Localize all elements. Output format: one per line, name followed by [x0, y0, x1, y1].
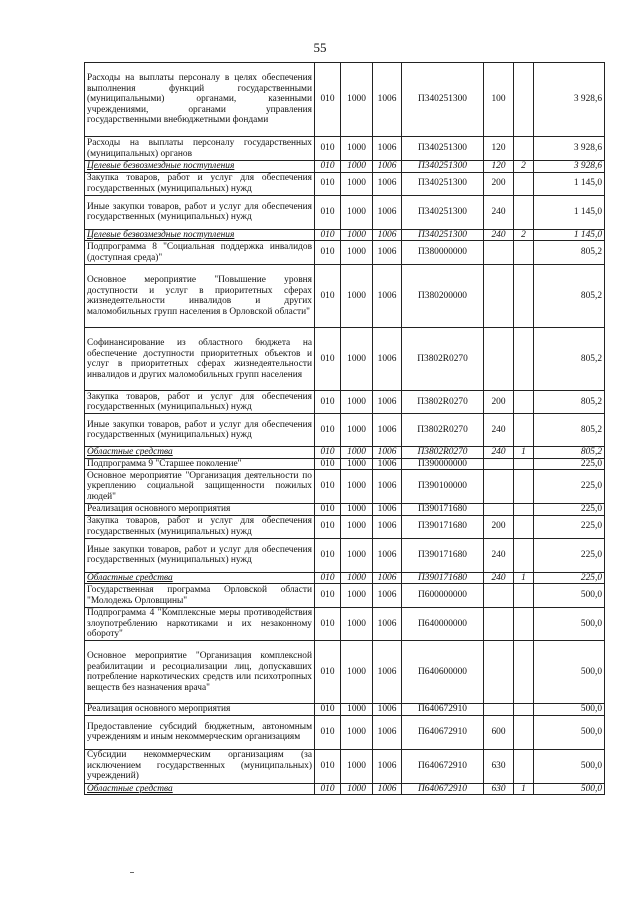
row-source-code — [514, 608, 534, 641]
row-source-code — [514, 458, 534, 470]
row-source-code — [514, 641, 534, 704]
row-source-code — [514, 241, 534, 265]
row-section-code: 1000 — [341, 328, 373, 391]
row-source-code — [514, 391, 534, 414]
row-target-article-code: П3802R0270 — [402, 391, 484, 414]
row-name: Основное мероприятие "Организация деятельности по укреплению социальной защищенности пожилых людей" — [85, 470, 315, 504]
row-expense-type-code: 120 — [484, 137, 514, 161]
row-subsection-code: 1006 — [373, 172, 402, 195]
row-amount: 805,2 — [534, 241, 605, 265]
row-amount: 500,0 — [534, 749, 605, 783]
row-source-code — [514, 538, 534, 572]
table-row — [85, 641, 605, 704]
row-name: Целевые безвозмездные поступления — [85, 161, 315, 173]
row-section-code: 1000 — [341, 137, 373, 161]
row-section-code: 1000 — [341, 572, 373, 584]
row-source-code — [514, 584, 534, 608]
row-expense-type-code — [484, 584, 514, 608]
row-source-code — [514, 195, 534, 229]
row-expense-type-code: 630 — [484, 749, 514, 783]
table-row — [85, 584, 605, 608]
row-source-code: 2 — [514, 229, 534, 241]
table-row — [85, 328, 605, 391]
row-expense-type-code — [484, 328, 514, 391]
page-number: 55 — [313, 40, 327, 55]
row-amount: 225,0 — [534, 538, 605, 572]
row-grbs-code: 010 — [315, 229, 341, 241]
row-section-code: 1000 — [341, 515, 373, 538]
row-source-code — [514, 63, 534, 137]
row-subsection-code: 1006 — [373, 584, 402, 608]
row-name: Закупка товаров, работ и услуг для обеспечения государственных (муниципальных) нужд — [85, 391, 315, 414]
row-target-article-code: П390171680 — [402, 538, 484, 572]
row-target-article-code: П640672910 — [402, 704, 484, 716]
row-source-code — [514, 470, 534, 504]
row-expense-type-code: 630 — [484, 783, 514, 795]
row-source-code: 1 — [514, 447, 534, 459]
row-target-article-code: П3802R0270 — [402, 414, 484, 447]
row-grbs-code: 010 — [315, 538, 341, 572]
row-grbs-code: 010 — [315, 195, 341, 229]
row-subsection-code: 1006 — [373, 749, 402, 783]
row-amount: 225,0 — [534, 470, 605, 504]
table-row — [85, 715, 605, 749]
row-source-code: 2 — [514, 161, 534, 173]
row-source-code — [514, 704, 534, 716]
row-section-code: 1000 — [341, 458, 373, 470]
row-expense-type-code: 200 — [484, 515, 514, 538]
row-section-code: 1000 — [341, 608, 373, 641]
row-name: Иные закупки товаров, работ и услуг для обеспечения государственных (муниципальных) нужд — [85, 538, 315, 572]
row-expense-type-code — [484, 265, 514, 328]
row-section-code: 1000 — [341, 229, 373, 241]
row-subsection-code: 1006 — [373, 229, 402, 241]
row-grbs-code: 010 — [315, 391, 341, 414]
row-name: Субсидии некоммерческим организациям (за исключением государственных (муниципальных) учреждений) — [85, 749, 315, 783]
row-amount: 3 928,6 — [534, 63, 605, 137]
row-grbs-code: 010 — [315, 414, 341, 447]
row-subsection-code: 1006 — [373, 641, 402, 704]
row-source-code — [514, 749, 534, 783]
row-section-code: 1000 — [341, 172, 373, 195]
row-name: Расходы на выплаты персоналу государственных (муниципальных) органов — [85, 137, 315, 161]
row-target-article-code: П380000000 — [402, 241, 484, 265]
row-amount: 805,2 — [534, 391, 605, 414]
row-grbs-code: 010 — [315, 137, 341, 161]
table-row — [85, 161, 605, 173]
row-name: Предоставление субсидий бюджетным, автономным учреждениям и иным некоммерческим организациям — [85, 715, 315, 749]
row-section-code: 1000 — [341, 195, 373, 229]
table-row — [85, 172, 605, 195]
row-source-code — [514, 515, 534, 538]
scan-mark — [130, 872, 134, 873]
row-subsection-code: 1006 — [373, 715, 402, 749]
row-target-article-code: П390171680 — [402, 572, 484, 584]
row-name: Целевые безвозмездные поступления — [85, 229, 315, 241]
row-amount: 225,0 — [534, 572, 605, 584]
row-subsection-code: 1006 — [373, 704, 402, 716]
table-row — [85, 470, 605, 504]
row-amount: 1 145,0 — [534, 229, 605, 241]
table-row — [85, 195, 605, 229]
row-expense-type-code: 240 — [484, 414, 514, 447]
row-target-article-code: П640000000 — [402, 608, 484, 641]
row-name: Реализация основного мероприятия — [85, 504, 315, 516]
row-source-code: 1 — [514, 783, 534, 795]
table-row — [85, 572, 605, 584]
table-row — [85, 783, 605, 795]
row-grbs-code: 010 — [315, 161, 341, 173]
row-section-code: 1000 — [341, 447, 373, 459]
row-name: Софинансирование из областного бюджета на обеспечение доступности приоритетных объектов и услуг в приоритетных сферах жизнедеятельности инвалидов и других маломобильных групп населения — [85, 328, 315, 391]
row-name: Областные средства — [85, 447, 315, 459]
row-section-code: 1000 — [341, 704, 373, 716]
row-amount: 805,2 — [534, 265, 605, 328]
row-subsection-code: 1006 — [373, 195, 402, 229]
row-section-code: 1000 — [341, 414, 373, 447]
budget-table-body — [85, 63, 605, 795]
row-name: Подпрограмма 8 "Социальная поддержка инвалидов (доступная среда)" — [85, 241, 315, 265]
row-expense-type-code — [484, 641, 514, 704]
table-row — [85, 137, 605, 161]
table-row — [85, 391, 605, 414]
row-subsection-code: 1006 — [373, 63, 402, 137]
table-row — [85, 749, 605, 783]
row-amount: 500,0 — [534, 783, 605, 795]
row-expense-type-code — [484, 504, 514, 516]
row-section-code: 1000 — [341, 470, 373, 504]
table-row — [85, 447, 605, 459]
row-expense-type-code: 200 — [484, 172, 514, 195]
row-target-article-code: П340251300 — [402, 195, 484, 229]
table-row — [85, 504, 605, 516]
row-target-article-code: П390000000 — [402, 458, 484, 470]
row-grbs-code: 010 — [315, 265, 341, 328]
row-amount: 3 928,6 — [534, 161, 605, 173]
table-row — [85, 458, 605, 470]
table-row — [85, 63, 605, 137]
row-target-article-code: П390171680 — [402, 504, 484, 516]
row-amount: 1 145,0 — [534, 195, 605, 229]
row-expense-type-code: 240 — [484, 572, 514, 584]
table-row — [85, 229, 605, 241]
row-target-article-code: П340251300 — [402, 172, 484, 195]
row-subsection-code: 1006 — [373, 161, 402, 173]
row-expense-type-code: 120 — [484, 161, 514, 173]
row-name: Закупка товаров, работ и услуг для обеспечения государственных (муниципальных) нужд — [85, 515, 315, 538]
row-name: Государственная программа Орловской области "Молодежь Орловщины" — [85, 584, 315, 608]
row-name: Реализация основного мероприятия — [85, 704, 315, 716]
row-subsection-code: 1006 — [373, 572, 402, 584]
row-source-code — [514, 504, 534, 516]
row-target-article-code: П600000000 — [402, 584, 484, 608]
row-grbs-code: 010 — [315, 458, 341, 470]
row-subsection-code: 1006 — [373, 504, 402, 516]
row-subsection-code: 1006 — [373, 783, 402, 795]
row-grbs-code: 010 — [315, 504, 341, 516]
row-grbs-code: 010 — [315, 470, 341, 504]
row-source-code — [514, 265, 534, 328]
row-source-code — [514, 328, 534, 391]
row-expense-type-code: 200 — [484, 391, 514, 414]
row-target-article-code: П340251300 — [402, 161, 484, 173]
row-subsection-code: 1006 — [373, 470, 402, 504]
table-row — [85, 414, 605, 447]
table-row — [85, 265, 605, 328]
row-section-code: 1000 — [341, 783, 373, 795]
row-target-article-code: П380200000 — [402, 265, 484, 328]
row-amount: 500,0 — [534, 641, 605, 704]
row-grbs-code: 010 — [315, 641, 341, 704]
row-name: Подпрограмма 9 "Старшее поколение" — [85, 458, 315, 470]
row-grbs-code: 010 — [315, 783, 341, 795]
row-amount: 500,0 — [534, 608, 605, 641]
table-row — [85, 241, 605, 265]
row-expense-type-code — [484, 608, 514, 641]
row-name: Областные средства — [85, 783, 315, 795]
row-amount: 225,0 — [534, 504, 605, 516]
table-row — [85, 538, 605, 572]
row-target-article-code: П640672910 — [402, 783, 484, 795]
row-source-code — [514, 172, 534, 195]
row-amount: 1 145,0 — [534, 172, 605, 195]
row-target-article-code: П340251300 — [402, 63, 484, 137]
row-target-article-code: П3802R0270 — [402, 328, 484, 391]
row-subsection-code: 1006 — [373, 458, 402, 470]
row-name: Подпрограмма 4 "Комплексные меры противодействия злоупотреблению наркотиками и их незаконному обороту" — [85, 608, 315, 641]
row-amount: 805,2 — [534, 447, 605, 459]
row-grbs-code: 010 — [315, 572, 341, 584]
row-amount: 805,2 — [534, 414, 605, 447]
row-subsection-code: 1006 — [373, 608, 402, 641]
row-name: Основное мероприятие "Повышение уровня доступности и услуг в приоритетных сферах жизнедеятельности инвалидов и других маломобильных групп населения в Орловской области" — [85, 265, 315, 328]
row-expense-type-code: 240 — [484, 538, 514, 572]
row-name: Закупка товаров, работ и услуг для обеспечения государственных (муниципальных) нужд — [85, 172, 315, 195]
row-source-code — [514, 414, 534, 447]
row-name: Основное мероприятие "Организация комплексной реабилитации и ресоциализации лиц, допускавших потребление наркотических средств или психотропных веществ без назначения врача" — [85, 641, 315, 704]
row-section-code: 1000 — [341, 715, 373, 749]
row-section-code: 1000 — [341, 161, 373, 173]
budget-table — [84, 62, 605, 795]
row-expense-type-code: 240 — [484, 195, 514, 229]
row-grbs-code: 010 — [315, 447, 341, 459]
row-section-code: 1000 — [341, 538, 373, 572]
row-source-code: 1 — [514, 572, 534, 584]
row-amount: 225,0 — [534, 458, 605, 470]
row-section-code: 1000 — [341, 584, 373, 608]
row-subsection-code: 1006 — [373, 137, 402, 161]
row-section-code: 1000 — [341, 241, 373, 265]
row-target-article-code: П640672910 — [402, 749, 484, 783]
row-expense-type-code: 100 — [484, 63, 514, 137]
row-target-article-code: П390171680 — [402, 515, 484, 538]
row-expense-type-code: 240 — [484, 229, 514, 241]
row-grbs-code: 010 — [315, 584, 341, 608]
row-grbs-code: 010 — [315, 63, 341, 137]
row-subsection-code: 1006 — [373, 241, 402, 265]
row-subsection-code: 1006 — [373, 328, 402, 391]
row-amount: 500,0 — [534, 584, 605, 608]
row-section-code: 1000 — [341, 63, 373, 137]
row-name: Иные закупки товаров, работ и услуг для обеспечения государственных (муниципальных) нужд — [85, 414, 315, 447]
row-amount: 805,2 — [534, 328, 605, 391]
row-name: Иные закупки товаров, работ и услуг для обеспечения государственных (муниципальных) нужд — [85, 195, 315, 229]
row-target-article-code: П640600000 — [402, 641, 484, 704]
row-expense-type-code: 600 — [484, 715, 514, 749]
row-amount: 500,0 — [534, 715, 605, 749]
row-target-article-code: П340251300 — [402, 229, 484, 241]
row-section-code: 1000 — [341, 504, 373, 516]
row-target-article-code: П640672910 — [402, 715, 484, 749]
row-subsection-code: 1006 — [373, 538, 402, 572]
row-target-article-code: П3802R0270 — [402, 447, 484, 459]
row-subsection-code: 1006 — [373, 265, 402, 328]
table-row — [85, 515, 605, 538]
row-amount: 500,0 — [534, 704, 605, 716]
row-subsection-code: 1006 — [373, 414, 402, 447]
row-grbs-code: 010 — [315, 749, 341, 783]
row-amount: 3 928,6 — [534, 137, 605, 161]
row-grbs-code: 010 — [315, 328, 341, 391]
table-row — [85, 704, 605, 716]
row-source-code — [514, 137, 534, 161]
row-grbs-code: 010 — [315, 241, 341, 265]
row-target-article-code: П390100000 — [402, 470, 484, 504]
row-name: Областные средства — [85, 572, 315, 584]
row-subsection-code: 1006 — [373, 391, 402, 414]
row-expense-type-code — [484, 704, 514, 716]
row-subsection-code: 1006 — [373, 447, 402, 459]
row-section-code: 1000 — [341, 265, 373, 328]
row-grbs-code: 010 — [315, 172, 341, 195]
row-section-code: 1000 — [341, 391, 373, 414]
row-expense-type-code — [484, 241, 514, 265]
row-amount: 225,0 — [534, 515, 605, 538]
row-grbs-code: 010 — [315, 608, 341, 641]
row-grbs-code: 010 — [315, 515, 341, 538]
row-grbs-code: 010 — [315, 715, 341, 749]
row-expense-type-code — [484, 470, 514, 504]
row-name: Расходы на выплаты персоналу в целях обеспечения выполнения функций государственными (муниципальными) органами, казенными учреждениями, органами управления государственными внебюджетными фондами — [85, 63, 315, 137]
row-source-code — [514, 715, 534, 749]
row-section-code: 1000 — [341, 749, 373, 783]
row-expense-type-code — [484, 458, 514, 470]
row-target-article-code: П340251300 — [402, 137, 484, 161]
row-section-code: 1000 — [341, 641, 373, 704]
row-expense-type-code: 240 — [484, 447, 514, 459]
table-row — [85, 608, 605, 641]
row-grbs-code: 010 — [315, 704, 341, 716]
row-subsection-code: 1006 — [373, 515, 402, 538]
